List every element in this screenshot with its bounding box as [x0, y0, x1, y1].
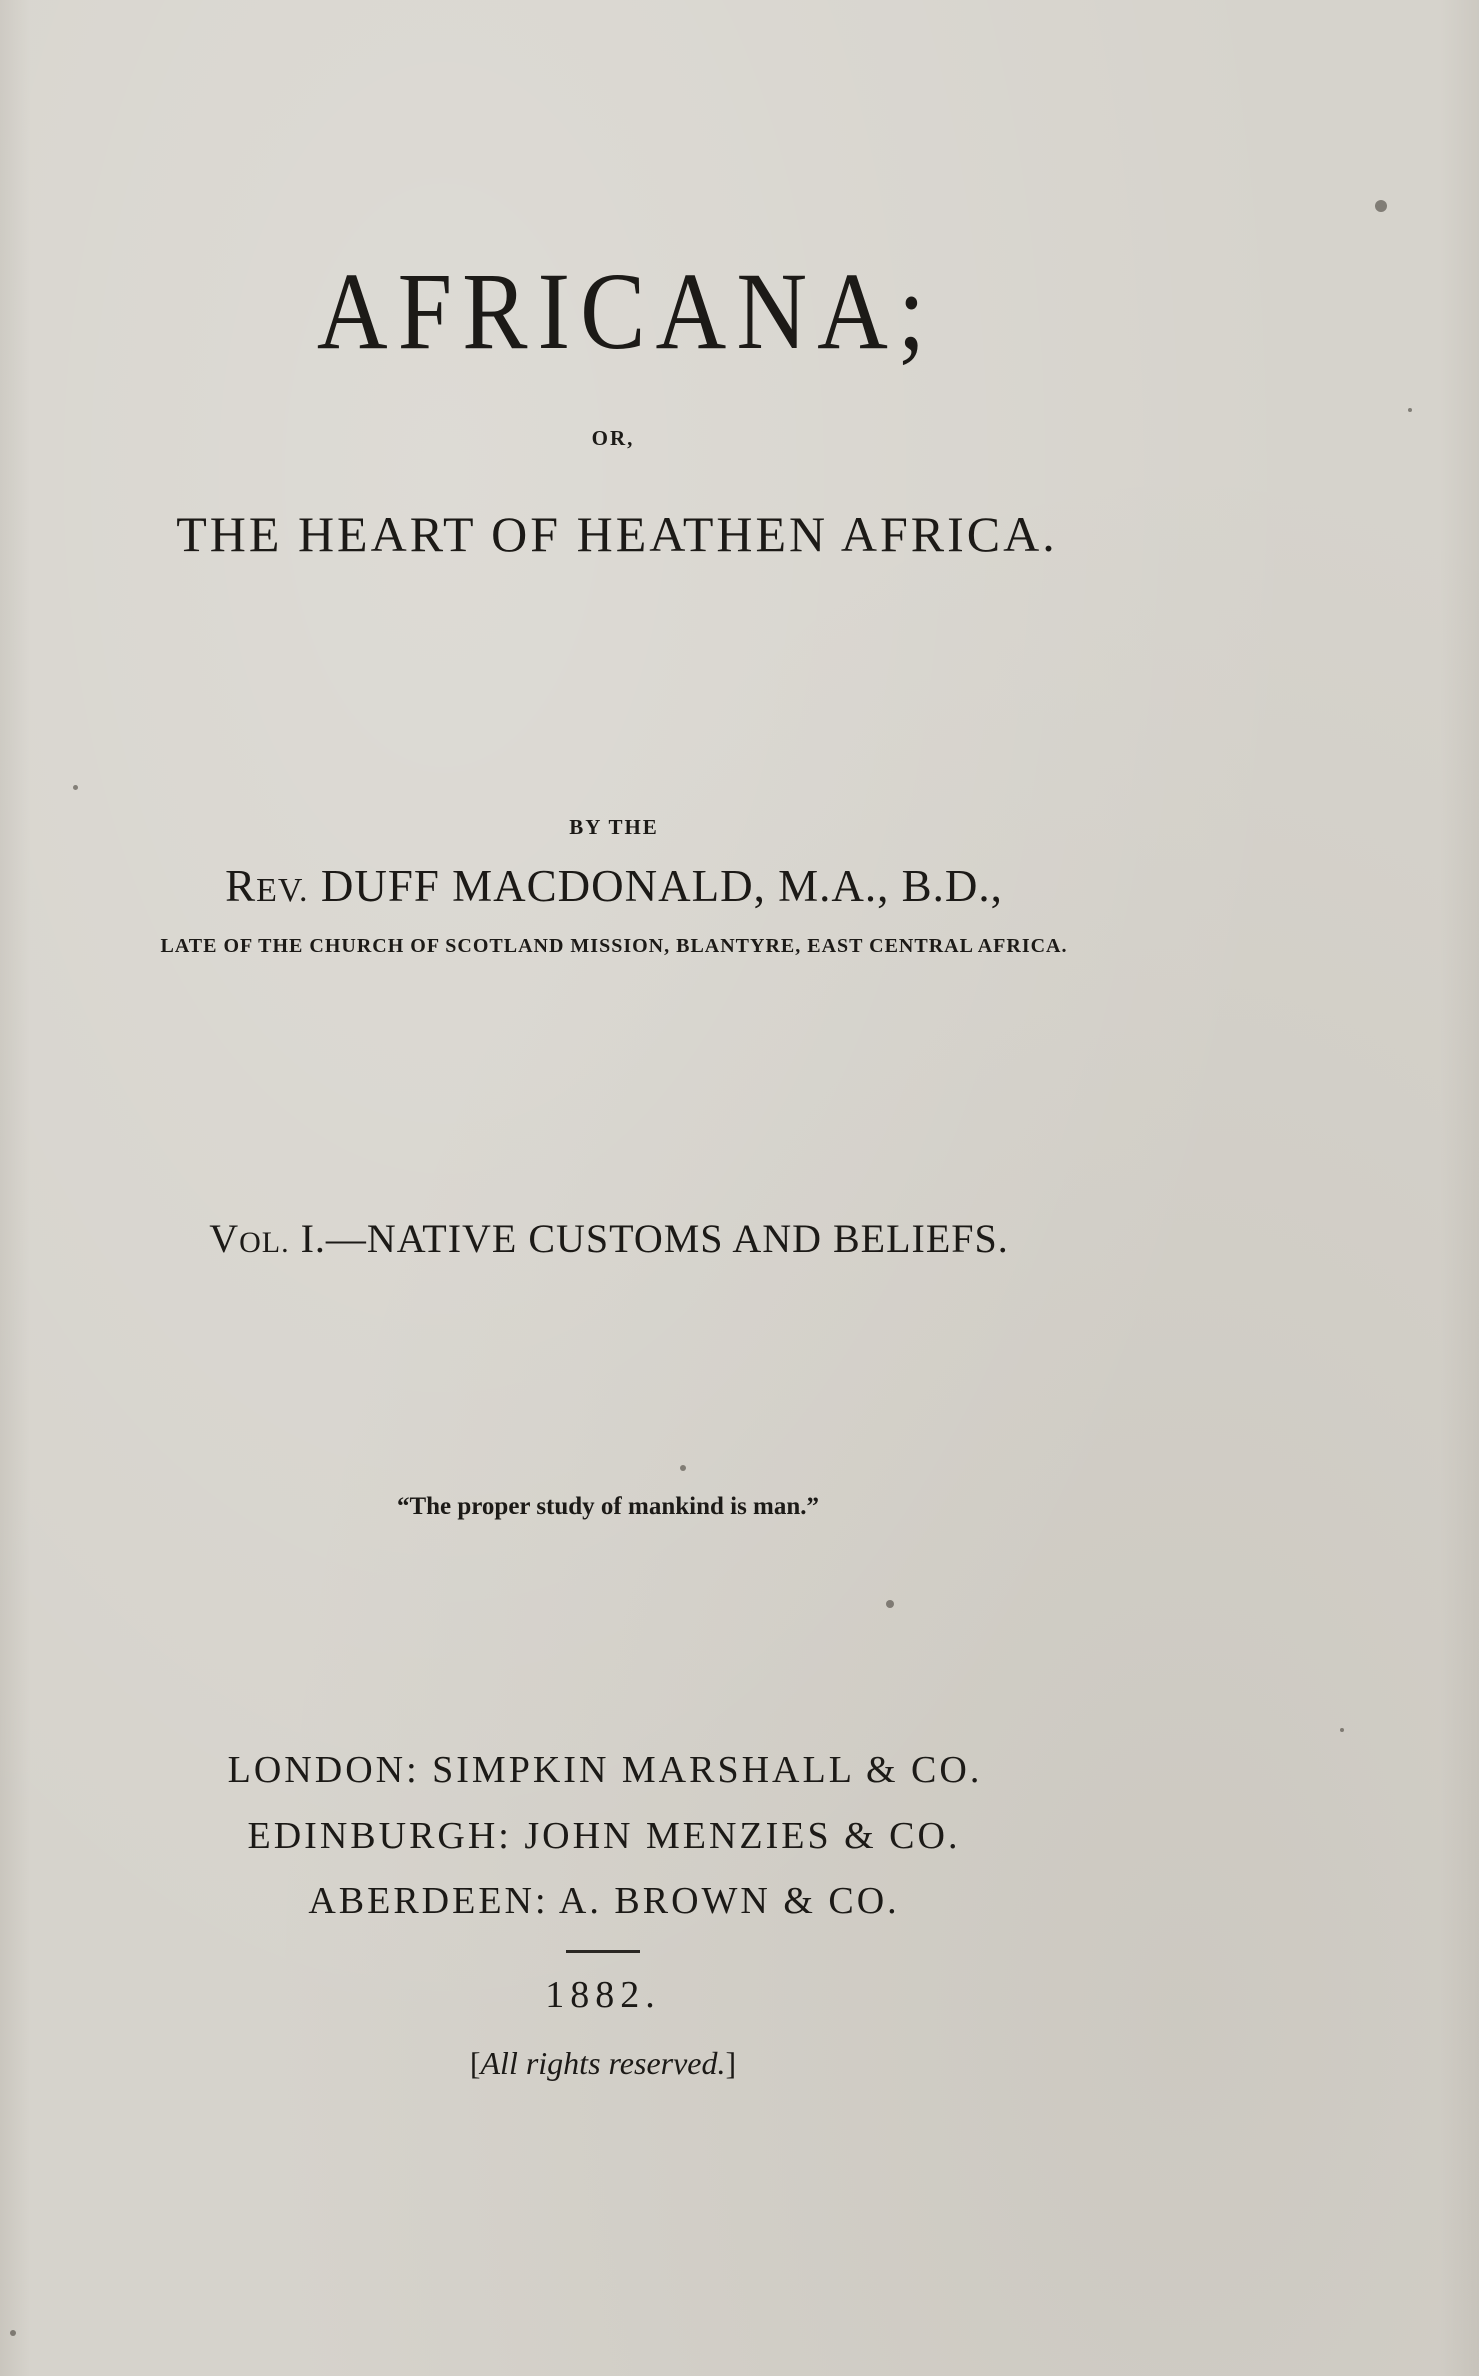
rights-bracket-open: [ [469, 2045, 481, 2081]
publication-year: 1882. [545, 1974, 661, 2016]
author-line [225, 860, 1003, 912]
author-prefix-initial: R [225, 861, 257, 911]
author-prefix-rest: EV. [256, 872, 309, 909]
rights-bracket-close: ] [725, 2045, 737, 2081]
paper-speck [680, 1465, 686, 1471]
imprint-edinburgh: EDINBURGH: JOHN MENZIES & CO. [247, 1815, 961, 1857]
volume-title: I.—NATIVE CUSTOMS AND BELIEFS. [289, 1216, 1009, 1261]
author-name: DUFF MACDONALD, M.A., B.D., [308, 861, 1003, 911]
rights-text: All rights reserved. [480, 2045, 726, 2081]
book-subtitle: THE HEART OF HEATHEN AFRICA. [176, 506, 1058, 562]
book-title: AFRICANA; [316, 251, 936, 373]
author-affiliation: LATE OF THE CHURCH OF SCOTLAND MISSION, BLANTYRE, EAST CENTRAL AFRICA. [160, 935, 1068, 957]
volume-line [209, 1215, 1009, 1262]
volume-initial: V [209, 1216, 240, 1261]
paper-speck [1408, 408, 1412, 412]
volume-rest: OL. [239, 1226, 290, 1259]
epigraph: “The proper study of mankind is man.” [396, 1493, 820, 1520]
paper-speck [10, 2330, 16, 2336]
paper-speck [1340, 1728, 1344, 1732]
imprint-london: LONDON: SIMPKIN MARSHALL & CO. [227, 1749, 983, 1791]
paper-speck [1375, 200, 1387, 212]
imprint-aberdeen: ABERDEEN: A. BROWN & CO. [308, 1880, 900, 1922]
title-conjunction: OR, [591, 426, 635, 450]
divider-rule [566, 1950, 640, 1953]
paper-speck [73, 785, 78, 790]
rights-notice [470, 2045, 736, 2082]
paper-speck [886, 1600, 894, 1608]
byline-intro: BY THE [569, 815, 659, 839]
